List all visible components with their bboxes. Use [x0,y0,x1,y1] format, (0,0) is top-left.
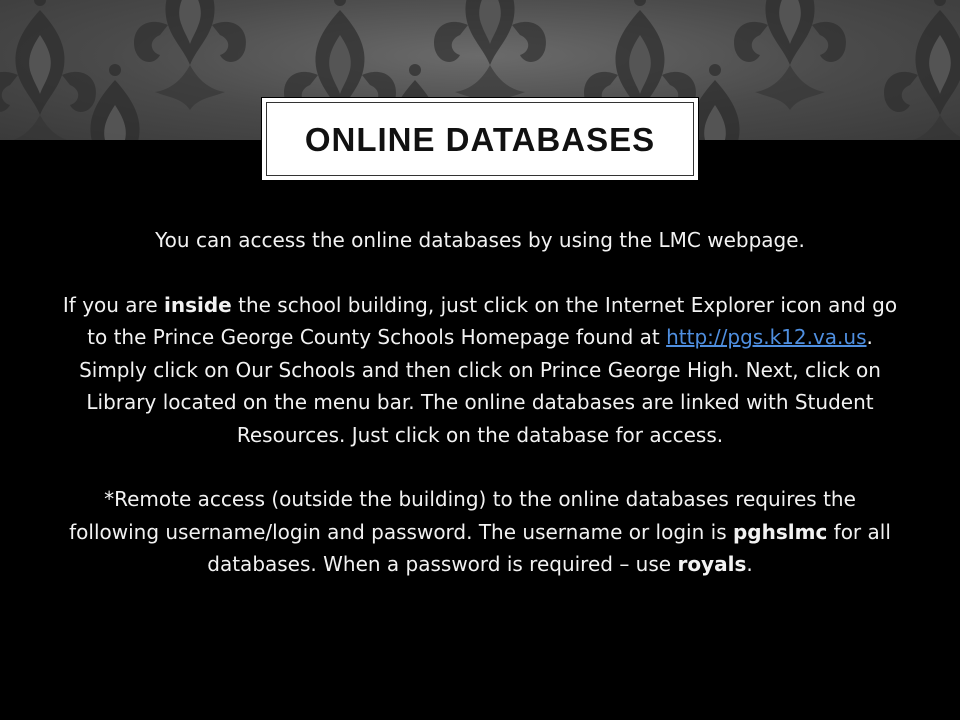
body-text [58,224,902,581]
inside-emphasis: inside [164,292,232,317]
text-run: If you are [62,292,165,317]
intro-paragraph: You can access the online databases by using the LMC webpage. [155,228,805,252]
title-box [262,98,698,180]
text-run: the school building, just click on the Internet Explorer icon and go to the Prince George County Schools Homepage found at [87,292,898,349]
username-value: pghslmc [732,519,828,544]
remote-access-paragraph [58,483,902,581]
text-run: . Simply click on Our Schools and then click on Prince George High. Next, click on Library located on the menu bar. The online databases are linked with Student Resources. Just click on the database for access. [79,325,881,447]
password-value: royals [677,552,747,576]
homepage-link[interactable]: http://pgs.k12.va.us [666,325,867,349]
text-run: *Remote access (outside the building) to the online databases requires the following username/login and password. The username or login is [69,487,856,544]
text-run: . [746,552,753,576]
text-run: for all databases. When a password is required – use [207,519,891,576]
inside-paragraph [58,289,902,452]
slide-title: ONLINE DATABASES [304,121,656,158]
